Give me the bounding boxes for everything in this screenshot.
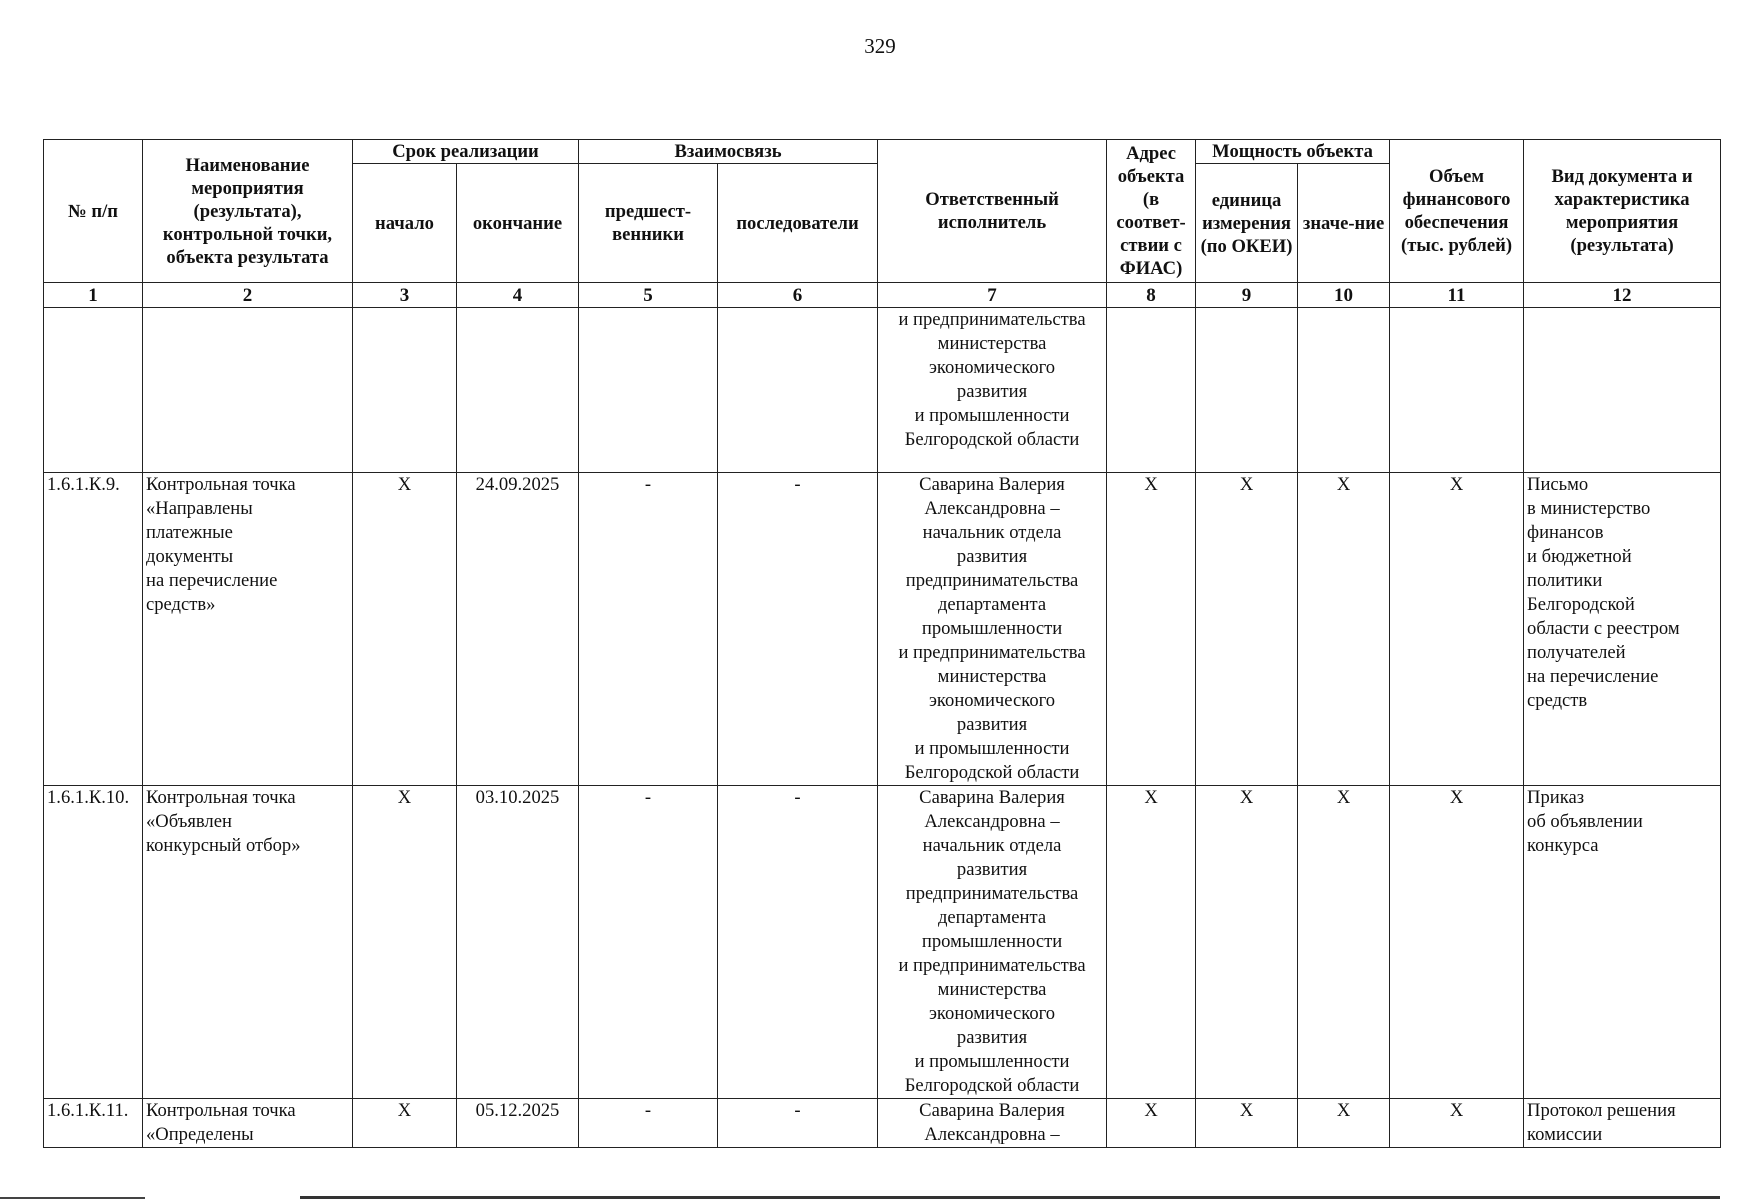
row-name (143, 473, 353, 786)
header-responsible: Ответственный исполнитель (878, 140, 1107, 283)
row-responsible-line: и предпринимательства (898, 642, 1086, 663)
row-number (44, 308, 143, 473)
col-number: 10 (1298, 283, 1390, 308)
row-responsible-line: департамента (937, 594, 1047, 615)
row-unit: X (1196, 1099, 1298, 1148)
row-unit (1196, 308, 1298, 473)
col-number: 12 (1524, 283, 1721, 308)
col-number: 4 (457, 283, 579, 308)
row-doc-line: и бюджетной (1527, 546, 1632, 567)
row-responsible-line: и предпринимательства (898, 309, 1086, 330)
row-name-line: платежные (146, 522, 233, 543)
row-doc-line: Протокол решения (1527, 1100, 1676, 1121)
header-link-prev: предшест-венники (579, 164, 718, 283)
row-doc (1524, 786, 1721, 1099)
header-term: Срок реализации (353, 140, 579, 164)
row-finance (1390, 308, 1524, 473)
bottom-rule (0, 1197, 145, 1199)
row-responsible-line: развития (956, 1027, 1028, 1048)
row-doc-line: политики (1527, 570, 1603, 591)
table-row (44, 473, 1721, 786)
row-doc-line: Приказ (1527, 787, 1585, 808)
events-table (43, 139, 1721, 1148)
row-responsible-line: и промышленности (914, 738, 1070, 759)
table-body (44, 308, 1721, 1148)
row-responsible-line: министерства (937, 979, 1047, 1000)
col-number: 6 (718, 283, 878, 308)
col-number: 11 (1390, 283, 1524, 308)
row-responsible-line: экономического (928, 1003, 1056, 1024)
row-address: X (1107, 1099, 1196, 1148)
row-value: X (1298, 786, 1390, 1099)
row-responsible (878, 473, 1107, 786)
header-finance: Объем финансового обеспечения (тыс. рублей) (1390, 140, 1524, 283)
row-value (1298, 308, 1390, 473)
row-responsible-line: экономического (928, 690, 1056, 711)
row-doc-line: в министерство (1527, 498, 1651, 519)
row-doc (1524, 473, 1721, 786)
row-responsible (878, 786, 1107, 1099)
row-name (143, 1099, 353, 1148)
row-name-line: документы (146, 546, 234, 567)
row-name (143, 786, 353, 1099)
header-term-end: окончание (457, 164, 579, 283)
header-address: Адрес объекта (в соответ-ствии с ФИАС) (1107, 140, 1196, 283)
row-responsible-line: развития (956, 546, 1028, 567)
row-responsible-line: министерства (937, 333, 1047, 354)
row-responsible-line: и предпринимательства (898, 955, 1086, 976)
row-unit: X (1196, 473, 1298, 786)
header-capacity: Мощность объекта (1196, 140, 1390, 164)
row-responsible (878, 308, 1107, 473)
row-responsible-line: Александровна – (924, 1124, 1060, 1145)
row-end (457, 308, 579, 473)
header-name: Наименование мероприятия (результата), контрольной точки, объекта результата (143, 140, 353, 283)
row-responsible-line: и промышленности (914, 405, 1070, 426)
row-unit: X (1196, 786, 1298, 1099)
row-responsible-line: департамента (937, 907, 1047, 928)
row-doc-line: финансов (1527, 522, 1604, 543)
row-responsible-line: Саварина Валерия (919, 787, 1065, 808)
bottom-rule (300, 1196, 1720, 1199)
row-number: 1.6.1.К.10. (44, 786, 143, 1099)
row-prev: - (579, 1099, 718, 1148)
row-responsible-line: экономического (928, 357, 1056, 378)
row-name-line: конкурсный отбор» (146, 835, 301, 856)
table-row (44, 1099, 1721, 1148)
row-next: - (718, 1099, 878, 1148)
row-start: X (353, 786, 457, 1099)
col-number: 3 (353, 283, 457, 308)
row-value: X (1298, 1099, 1390, 1148)
row-finance: X (1390, 786, 1524, 1099)
row-doc-line: конкурса (1527, 835, 1599, 856)
row-next: - (718, 473, 878, 786)
row-name-line: средств» (146, 594, 216, 615)
row-prev: - (579, 786, 718, 1099)
row-responsible-line: Белгородской области (904, 1075, 1080, 1096)
row-name-line: «Определены (146, 1124, 254, 1145)
col-number: 2 (143, 283, 353, 308)
row-responsible-line: Саварина Валерия (919, 474, 1065, 495)
col-number: 8 (1107, 283, 1196, 308)
row-name-line: Контрольная точка (146, 474, 296, 495)
row-address: X (1107, 473, 1196, 786)
row-start (353, 308, 457, 473)
row-doc-line: комиссии (1527, 1124, 1603, 1145)
row-number: 1.6.1.К.9. (44, 473, 143, 786)
row-start: X (353, 1099, 457, 1148)
row-responsible-line: министерства (937, 666, 1047, 687)
row-finance: X (1390, 1099, 1524, 1148)
row-number: 1.6.1.К.11. (44, 1099, 143, 1148)
row-doc-line: об объявлении (1527, 811, 1643, 832)
row-next (718, 308, 878, 473)
header-num: № п/п (44, 140, 143, 283)
row-responsible (878, 1099, 1107, 1148)
header-link: Взаимосвязь (579, 140, 878, 164)
row-responsible-line: развития (956, 859, 1028, 880)
header-capacity-unit: единица измерения (по ОКЕИ) (1196, 164, 1298, 283)
row-responsible-line: Александровна – (924, 498, 1060, 519)
row-name-line: «Направлены (146, 498, 253, 519)
table-row (44, 786, 1721, 1099)
page-number: 329 (864, 34, 896, 58)
row-doc-line: области с реестром (1527, 618, 1680, 639)
row-responsible-line: Александровна – (924, 811, 1060, 832)
row-responsible-line: и промышленности (914, 1051, 1070, 1072)
row-end: 24.09.2025 (457, 473, 579, 786)
row-address (1107, 308, 1196, 473)
row-responsible-line: промышленности (921, 618, 1063, 639)
row-responsible-line: Саварина Валерия (919, 1100, 1065, 1121)
row-responsible-line: предпринимательства (905, 570, 1079, 591)
row-doc (1524, 1099, 1721, 1148)
row-next: - (718, 786, 878, 1099)
table-row (44, 308, 1721, 473)
col-number: 5 (579, 283, 718, 308)
row-doc-line: Белгородской (1527, 594, 1635, 615)
row-prev (579, 308, 718, 473)
row-name-line: Контрольная точка (146, 787, 296, 808)
row-name-line: на перечисление (146, 570, 278, 591)
row-doc-line: Письмо (1527, 474, 1589, 495)
row-responsible-line: промышленности (921, 931, 1063, 952)
row-name (143, 308, 353, 473)
col-number: 7 (878, 283, 1107, 308)
header-doc-type: Вид документа и характеристика мероприятия (результата) (1524, 140, 1721, 283)
row-address: X (1107, 786, 1196, 1099)
row-value: X (1298, 473, 1390, 786)
row-responsible-line: развития (956, 714, 1028, 735)
row-responsible-line: начальник отдела (922, 835, 1062, 856)
row-responsible-line: предпринимательства (905, 883, 1079, 904)
row-doc-line: средств (1527, 690, 1588, 711)
row-doc-line: получателей (1527, 642, 1626, 663)
row-responsible-line: развития (956, 381, 1028, 402)
header-term-start: начало (353, 164, 457, 283)
row-responsible-line: Белгородской области (904, 762, 1080, 783)
row-name-line: Контрольная точка (146, 1100, 296, 1121)
row-doc-line: на перечисление (1527, 666, 1659, 687)
row-start: X (353, 473, 457, 786)
row-finance: X (1390, 473, 1524, 786)
row-prev: - (579, 473, 718, 786)
row-end: 05.12.2025 (457, 1099, 579, 1148)
col-number: 9 (1196, 283, 1298, 308)
row-name-line: «Объявлен (146, 811, 232, 832)
header-link-next: последователи (718, 164, 878, 283)
header-capacity-value: значе-ние (1298, 164, 1390, 283)
row-responsible-line: Белгородской области (904, 429, 1080, 450)
col-number: 1 (44, 283, 143, 308)
row-end: 03.10.2025 (457, 786, 579, 1099)
row-doc (1524, 308, 1721, 473)
row-responsible-line: начальник отдела (922, 522, 1062, 543)
